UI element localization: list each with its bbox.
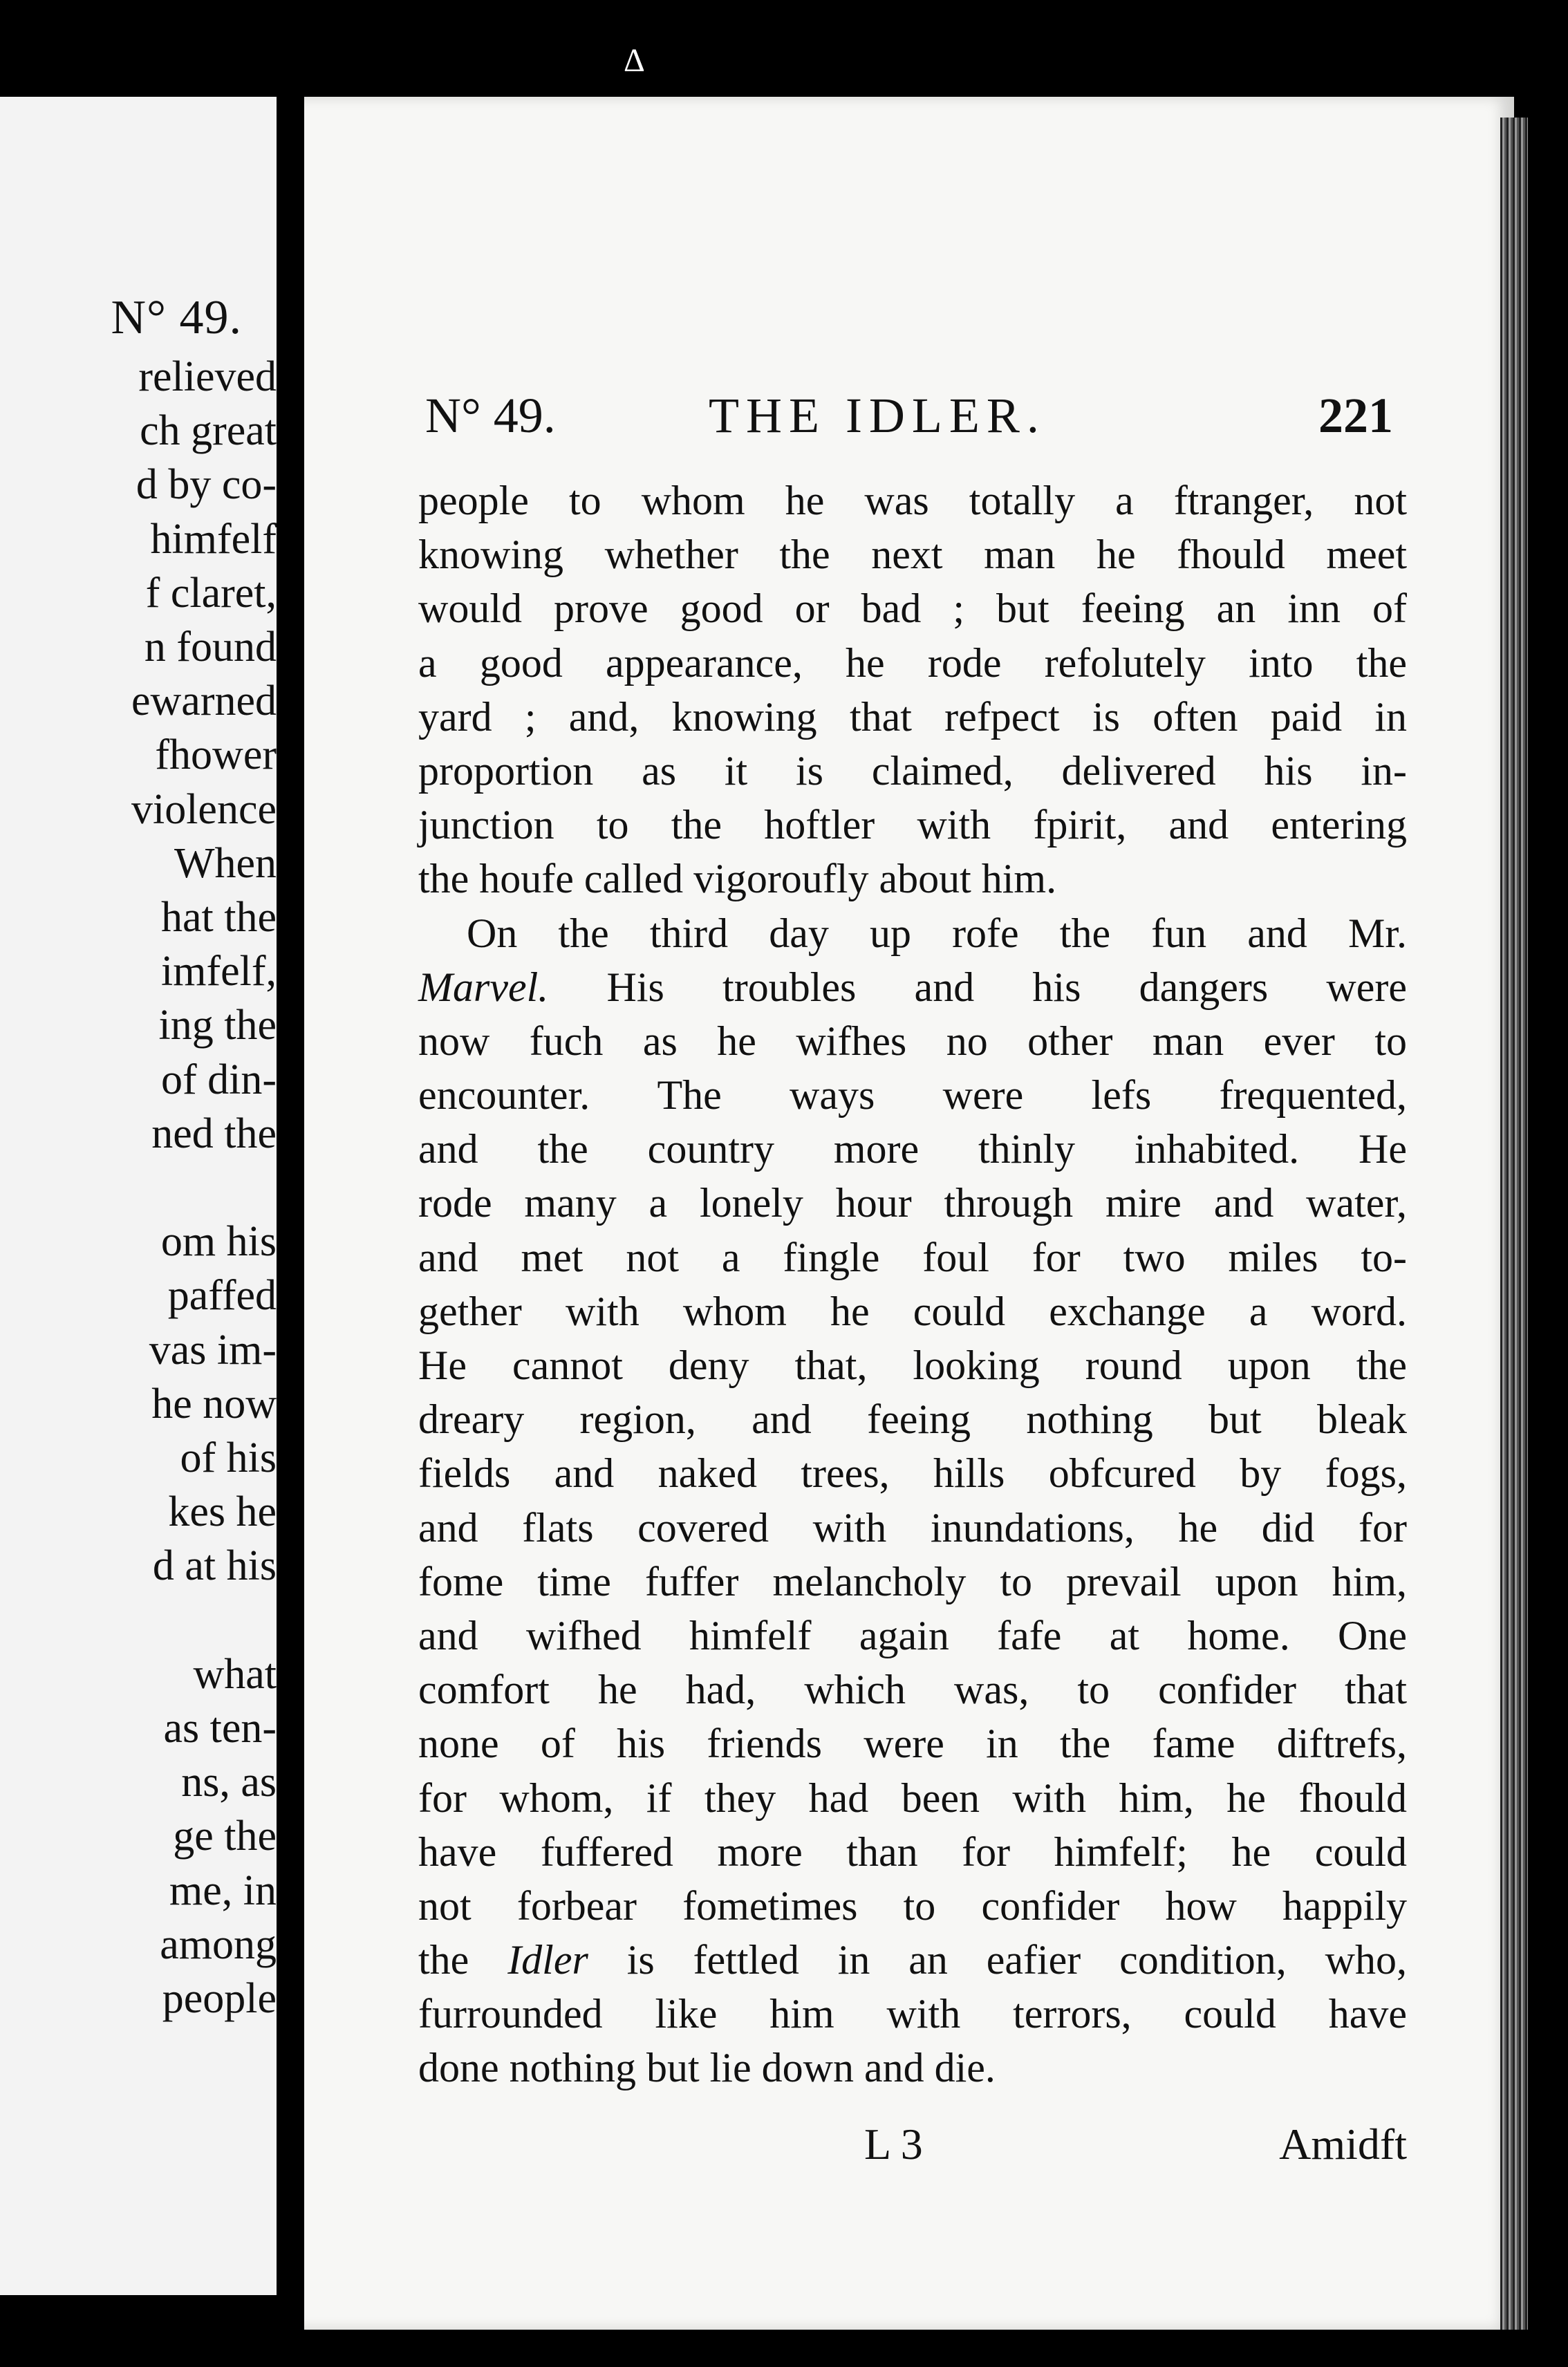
facing-text-line: among (160, 1920, 277, 1968)
text-line: rode many a lonely hour through mire and water, (418, 1180, 1407, 1226)
text-line (418, 1933, 1407, 1987)
paper-number: N° 49. (425, 388, 556, 443)
text-line: would prove good or bad ; but feeing an inn of (418, 586, 1407, 632)
facing-text-line: paffed (167, 1272, 277, 1320)
text-line: and flats covered with inundations, he did for (418, 1504, 1407, 1551)
facing-text-line: d at his (152, 1542, 277, 1590)
body-text (418, 474, 1407, 2095)
signature-mark: L 3 (864, 2120, 923, 2169)
facing-text-line: imfelf, (161, 948, 277, 995)
facing-page-header: N° 49. (111, 291, 242, 344)
text-line: people to whom he was totally a ftranger, not (418, 478, 1407, 523)
facing-text-line: ing the (158, 1002, 277, 1049)
facing-text-line: hat the (161, 894, 277, 941)
facing-text-line: d by co- (136, 461, 277, 509)
text-line: fields and naked trees, hills obfcured by fogs, (418, 1450, 1407, 1497)
text-line: He cannot deny that, looking round upon the (418, 1342, 1407, 1388)
facing-text-line: relieved (138, 353, 277, 400)
text-line: now fuch as he wifhes no other man ever to (418, 1018, 1407, 1064)
paragraph-2-lines (418, 1014, 1407, 1933)
page-number: 221 (1318, 388, 1393, 443)
facing-text-line: ewarned (131, 677, 277, 725)
text-segment: is fettled in an eafier condition, who, (626, 1937, 1407, 1983)
facing-text-line: of his (180, 1434, 277, 1481)
top-mark: Δ (624, 42, 645, 79)
page-footer (864, 2119, 1407, 2181)
running-title: THE IDLER. (709, 388, 1046, 443)
facing-text-line: kes he (168, 1488, 277, 1536)
paragraph-1 (418, 474, 1407, 906)
facing-page (0, 97, 277, 2295)
facing-text-line: what (193, 1650, 277, 1698)
text-segment: the (418, 1937, 469, 1983)
paragraph-2-end (418, 1987, 1407, 2095)
text-line: encounter. The ways were lefs frequented, (418, 1072, 1407, 1119)
facing-text-line: f claret, (145, 569, 277, 617)
text-line: and met not a fingle foul for two miles to- (418, 1234, 1407, 1280)
catchword: Amidft (1279, 2120, 1407, 2169)
text-line: fome time fuffer melancholy to prevail upon him, (418, 1558, 1407, 1604)
page-edge (1500, 118, 1528, 2330)
text-line: dreary region, and feeing nothing but bleak (418, 1396, 1407, 1443)
facing-text-line: of din- (160, 1056, 277, 1103)
name-idler: Idler (507, 1937, 588, 1983)
text-line: proportion as it is claimed, delivered his in- (418, 747, 1407, 794)
paragraph-2 (418, 906, 1407, 2095)
main-page (304, 97, 1514, 2330)
text-line: gether with whom he could exchange a word. (418, 1288, 1407, 1334)
facing-text-line: n found (144, 624, 277, 671)
text-line: done nothing but lie down and die. (418, 2045, 996, 2091)
facing-text-line: fhower (155, 731, 277, 779)
facing-text-line: ch great (140, 407, 277, 455)
facing-text-line: himfelf (150, 515, 277, 563)
facing-text-line: violence (131, 785, 277, 833)
running-head (425, 387, 1393, 456)
facing-text-line: om his (160, 1218, 277, 1266)
facing-text-line: ge the (173, 1813, 277, 1860)
text-line: a good appearance, he rode refolutely into the (418, 639, 1407, 686)
text-line: for whom, if they had been with him, he fhould (418, 1775, 1407, 1821)
facing-text-line: he now (151, 1380, 277, 1428)
text-line: knowing whether the next man he fhould meet (418, 532, 1407, 578)
text-line: and wifhed himfelf again fafe at home. One (418, 1612, 1407, 1658)
facing-text-line: me, in (169, 1867, 277, 1914)
text-line: and the country more thinly inhabited. He (418, 1126, 1407, 1172)
name-marvel: Marvel. (418, 964, 549, 1010)
facing-text-line: When (174, 839, 277, 887)
facing-text-line: ns, as (181, 1759, 277, 1806)
text-line: not forbear fometimes to confider how happily (418, 1882, 1407, 1929)
text-line: furrounded like him with terrors, could have (418, 1991, 1407, 2037)
text-segment: His troubles and his dangers were (606, 964, 1408, 1010)
text-line: none of his friends were in the fame diftrefs, (418, 1721, 1407, 1767)
text-line: yard ; and, knowing that refpect is often paid in (418, 693, 1407, 740)
text-line: On the third day up rofe the fun and Mr. (467, 910, 1407, 956)
text-line (418, 960, 1407, 1014)
facing-text-line: people (162, 1975, 277, 2022)
text-line: comfort he had, which was, to confider that (418, 1667, 1407, 1713)
facing-text-line: vas im- (149, 1326, 277, 1374)
facing-text-line: ned the (151, 1110, 277, 1157)
facing-text-line: as ten- (163, 1705, 277, 1752)
text-line: the houfe called vigoroufly about him. (418, 856, 1057, 902)
text-line: have fuffered more than for himfelf; he could (418, 1828, 1407, 1875)
text-line: junction to the hoftler with fpirit, and entering (418, 802, 1407, 848)
